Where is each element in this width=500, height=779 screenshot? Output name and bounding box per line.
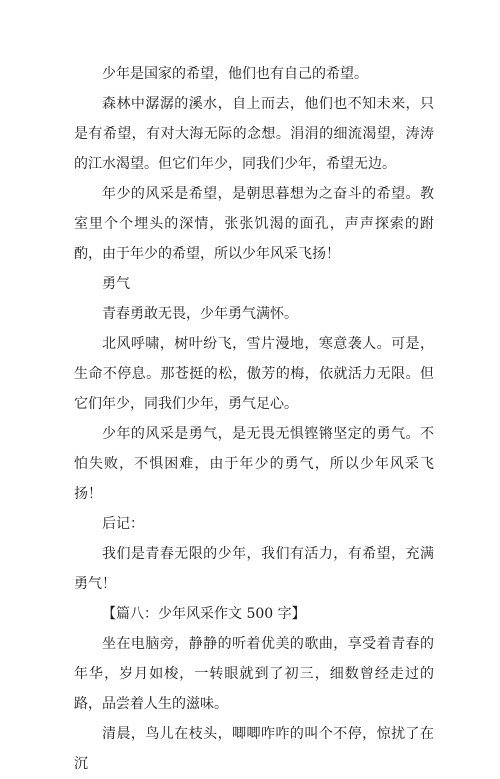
paragraph-morning: 清晨，鸟儿在枝头，唧唧咋咋的叫个不停，惊扰了在沉 [74,726,434,772]
article-title-part-eight: 【篇八：少年风采作文 500 字】 [102,606,306,622]
paragraph-courage-style: 少年的风采是勇气，是无畏无惧铿锵坚定的勇气。不怕失败，不惧困难，由于年少的勇气，所以少年风采飞扬！ [74,426,434,502]
section-heading-postscript: 后记： [102,516,144,532]
paragraph-hope-intro: 少年是国家的希望，他们也有自己的希望。 [102,66,368,82]
paragraph-postscript: 我们是青春无限的少年，我们有活力，有希望，充满勇气！ [74,546,434,592]
paragraph-courage-intro: 青春勇敢无畏，少年勇气满怀。 [102,306,298,322]
paragraph-stream: 森林中潺潺的溪水，自上而去，他们也不知未来，只是有希望，有对大海无际的念想。涓涓的细流渴望，涛涛的江水渴望。但它们年少，同我们少年，希望无边。 [74,96,434,172]
paragraph-computer: 坐在电脑旁，静静的听着优美的歌曲，享受着青春的年华，岁月如梭，一转眼就到了初三，细数曾经走过的路，品尝着人生的滋味。 [74,636,434,712]
article-body [74,59,434,779]
section-heading-courage: 勇气 [102,276,130,292]
paragraph-north-wind: 北风呼啸，树叶纷飞，雪片漫地，寒意袭人。可是，生命不停息。那苍挺的松，傲芳的梅，依就活力无限。但它们年少，同我们少年，勇气足心。 [74,336,434,412]
paragraph-hope-style: 年少的风采是希望，是朝思暮想为之奋斗的希望。教室里个个埋头的深情，张张饥渴的面孔，声声探索的跗酌，由于年少的希望，所以少年风采飞扬！ [74,186,434,262]
